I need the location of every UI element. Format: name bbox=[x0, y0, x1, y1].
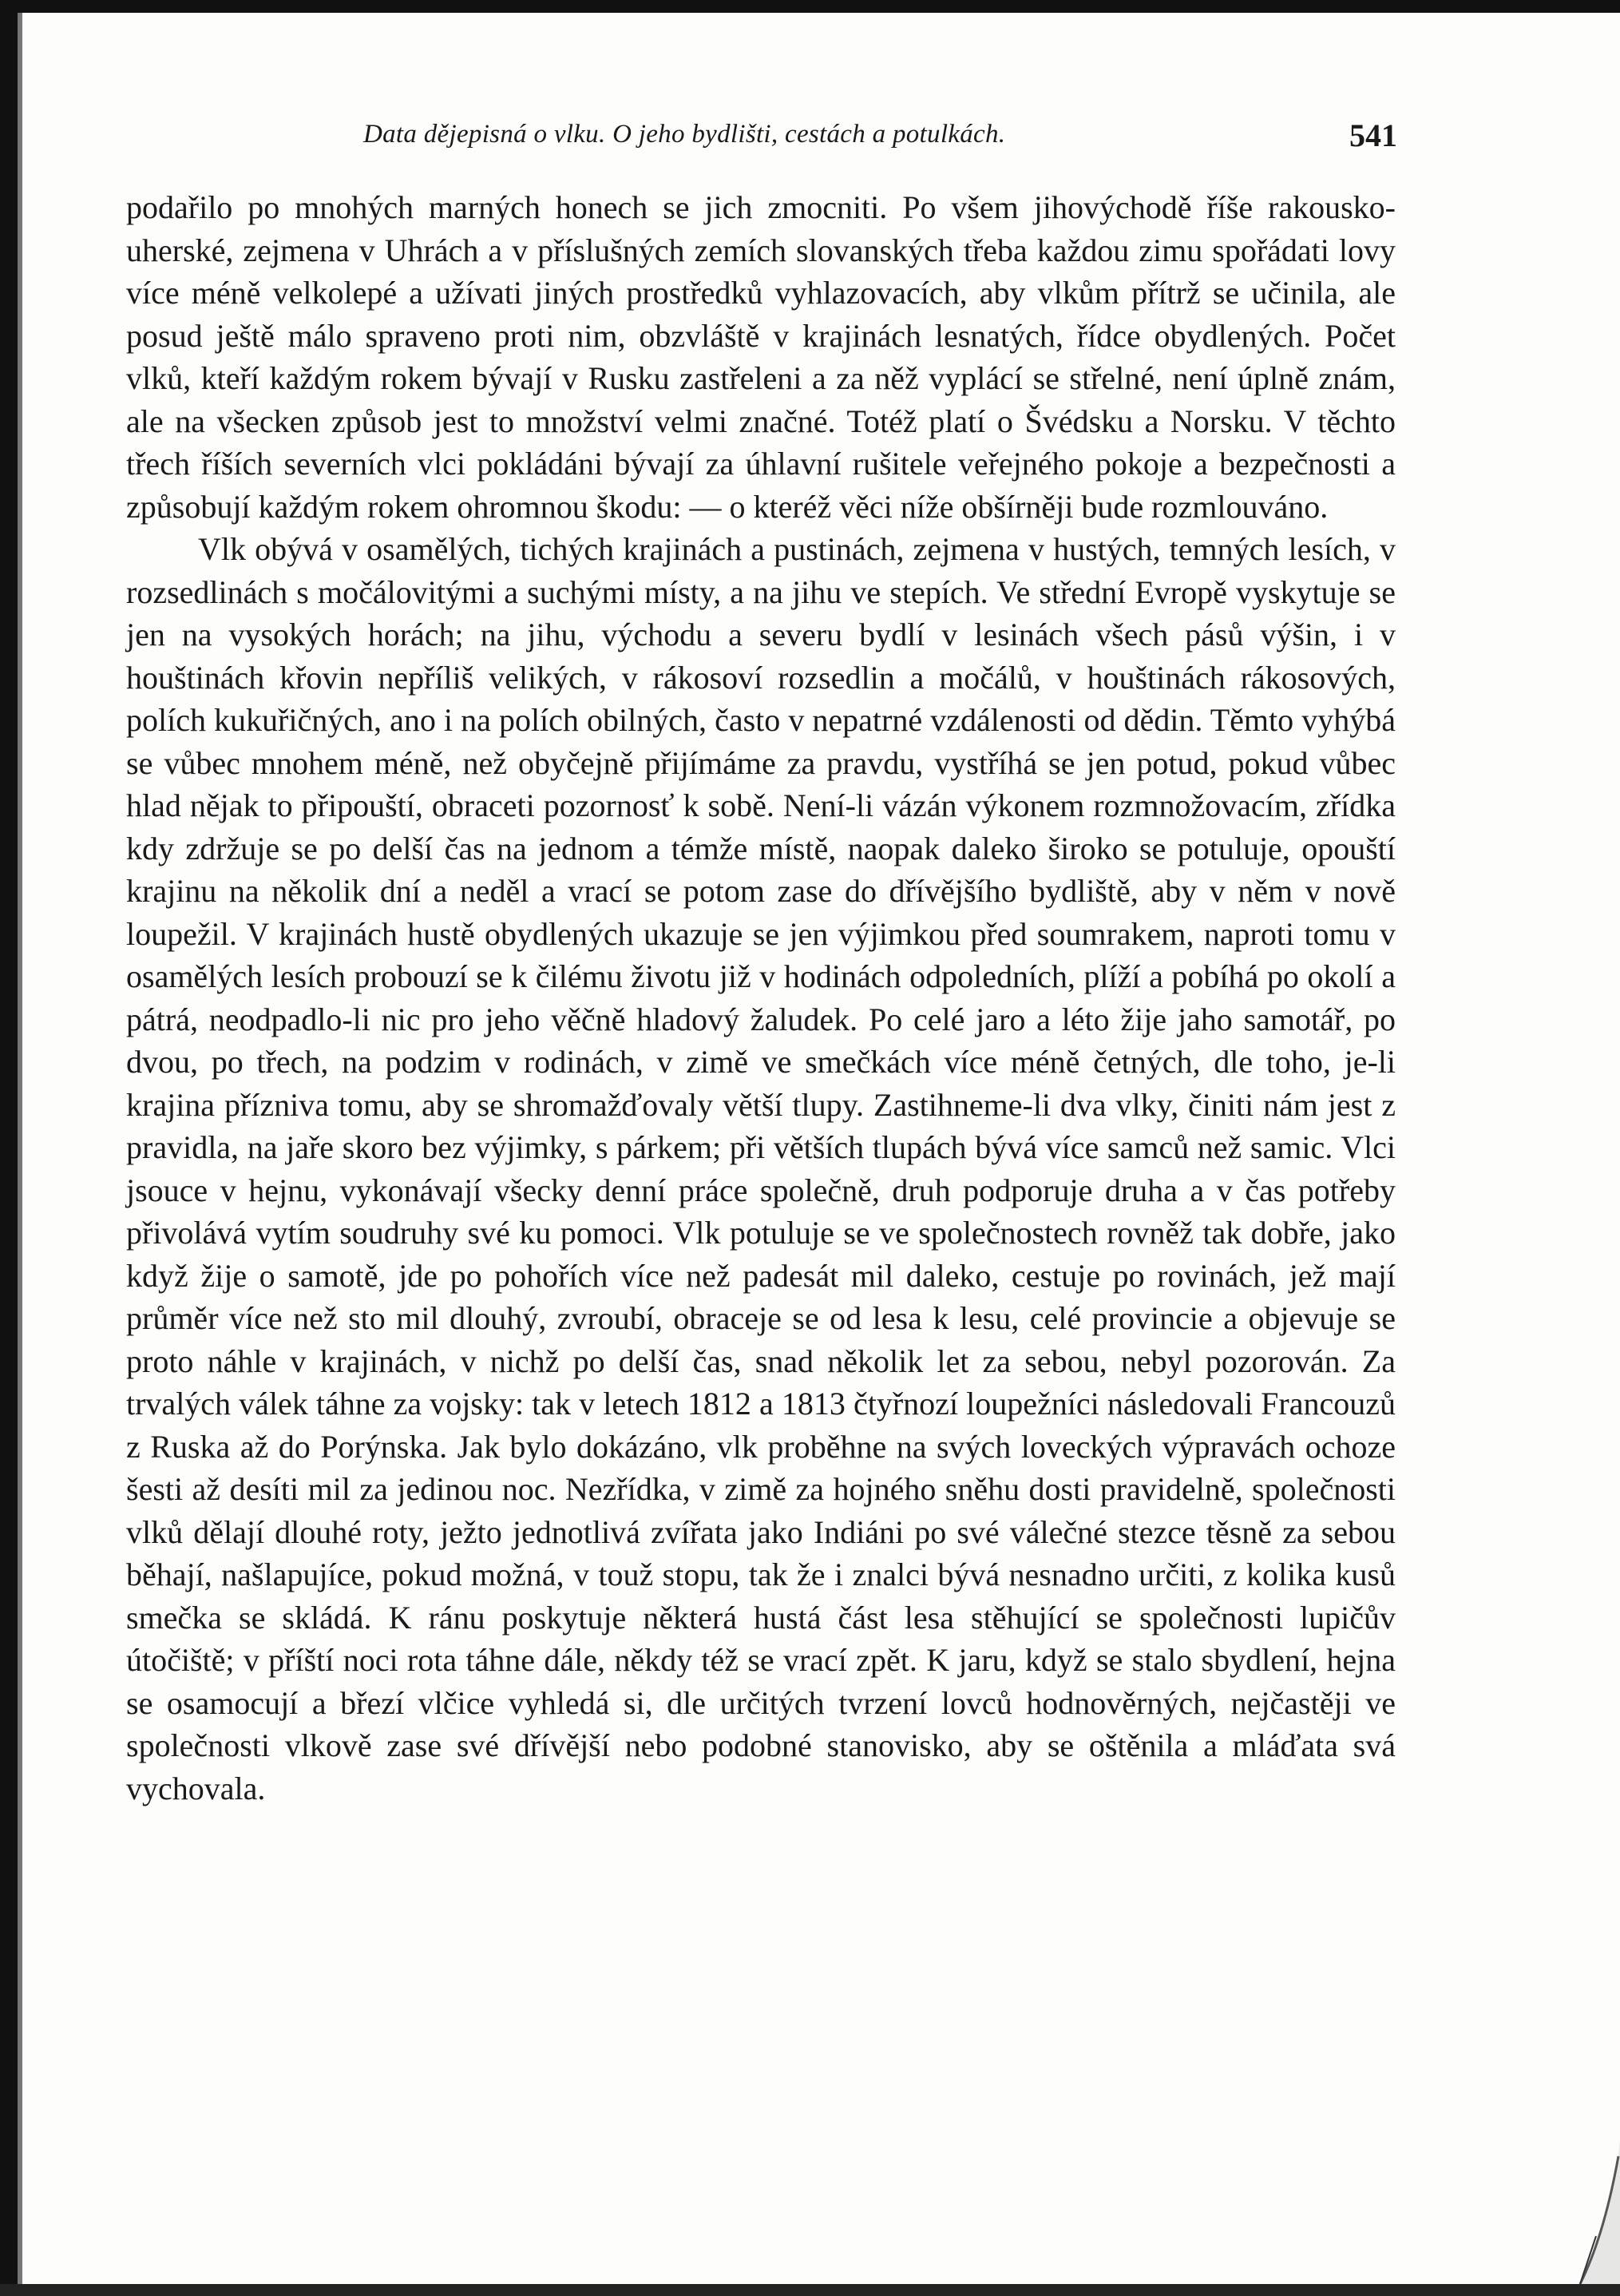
scan-border-bottom bbox=[0, 2284, 1620, 2296]
page-number: 541 bbox=[1349, 117, 1397, 153]
scan-border-left-shadow bbox=[18, 13, 22, 2296]
page-corner-curl bbox=[1548, 2140, 1620, 2284]
body-text bbox=[126, 186, 1396, 1810]
paragraph-habitat: Vlk obývá v osamělých, tichých krajinách a pustinách, zejmena v hustých, temných lesích, v rozsedlinách s močálovitými a suchými místy, a na jihu ve stepích. Ve střední Evropě vyskytuje se jen na vysokých horách; na jihu, východu a severu bydlí v lesinách všech pásů výšin, i v houštinách křovin nepříliš velikých, v rákosoví rozsedlin a močálů, v houštinách rákosových, polích kukuřičných, ano i na polích obilných, často v nepatrné vzdálenosti od dědin. Těmto vyhýbá se vůbec mnohem méně, než obyčejně přijímáme za pravdu, vystříhá se jen potud, pokud vůbec hlad nějak to připouští, obraceti pozornosť k sobě. Není-li vázán výkonem rozmnožovacím, zřídka kdy zdržuje se po delší čas na jednom a témže místě, naopak daleko široko se potuluje, opouští krajinu na několik dní a neděl a vrací se potom zase do dřívějšího bydliště, aby v něm v nově loupežil. V krajinách hustě obydlených ukazuje se jen výjimkou před soumrakem, naproti tomu v osamělých lesích probouzí se k čilému životu již v hodinách odpoledních, plíží a pobíhá po okolí a pátrá, neodpadlo-li nic pro jeho věčně hladový žaludek. Po celé jaro a léto žije jaho samotář, po dvou, po třech, na podzim v rodinách, v zimě ve smečkách více méně četných, dle toho, je-li krajina přízniva tomu, aby se shromažďovaly větší tlupy. Zastihneme-li dva vlky, činiti nám jest z pravidla, na jaře skoro bez výjimky, s párkem; při větších tlupách bývá více samců než samic. Vlci jsouce v hejnu, vykonávají všecky denní práce společně, druh podporuje druha a v čas potřeby přivolává vytím soudruhy své ku pomoci. Vlk potuluje se ve společnostech rovněž tak dobře, jako když žije o samotě, jde po pohořích více než padesát mil daleko, cestuje po rovinách, jež mají průměr více než sto mil dlouhý, zvroubí, obraceje se od lesa k lesu, celé provincie a objevuje se proto náhle v krajinách, v nichž po delší čas, snad několik let za sebou, nebyl pozorován. Za trvalých válek táhne za vojsky: tak v letech 1812 a 1813 čtyřnozí loupežníci následovali Francouzů z Ruska až do Porýnska. Jak bylo dokázáno, vlk proběhne na svých loveckých výpravách ochoze šesti až desíti mil za jedinou noc. Nezřídka, v zimě za hojného sněhu dosti pravidelně, společnosti vlků dělají dlouhé roty, ježto jednotlivá zvířata jako Indiáni po své válečné stezce těsně za sebou běhají, našlapujíce, pokud možná, v touž stopu, tak že i znalci bývá nesnadno určiti, z kolika kusů smečka se skládá. K ránu poskytuje některá hustá část lesa stěhující se společnosti lupičův útočiště; v příští noci rota táhne dále, někdy též se vrací zpět. K jaru, když se stalo sbydlení, hejna se osamocují a březí vlčice vyhledá si, dle určitých tvrzení lovců hodnověrných, nejčastěji ve společnosti vlkově zase své dřívější nebo podobné stanovisko, aby se oštěnila a mláďata svá vychovala. bbox=[126, 531, 1396, 1806]
running-head-title: Data dějepisná o vlku. O jeho bydlišti, cestách a potulkách. bbox=[363, 120, 1006, 149]
paragraph-continued: podařilo po mnohých marných honech se jich zmocniti. Po všem jihovýchodě říše rakousko-uherské, zejmena v Uhrách a v příslušných zemích slovanských třeba každou zimu spořádati lovy více méně velkolepé a užívati jiných prostředků vyhlazovacích, aby vlkům přítrž se učinila, ale posud ještě málo spraveno proti nim, obzvláště v krajinách lesnatých, řídce obydlených. Počet vlků, kteří každým rokem bývají v Rusku zastřeleni a za něž vyplácí se střelné, není úplně znám, ale na všecken způsob jest to množství velmi značné. Totéž platí o Švédsku a Norsku. V těchto třech říších severních vlci pokládáni bývají za úhlavní rušitele veřejného pokoje a bezpečnosti a způsobují každým rokem ohromnou škodu: — o kteréž věci níže obšírněji bude rozmlouváno. bbox=[126, 189, 1396, 525]
scan-border-top bbox=[0, 0, 1620, 13]
scan-border-left bbox=[0, 0, 18, 2296]
